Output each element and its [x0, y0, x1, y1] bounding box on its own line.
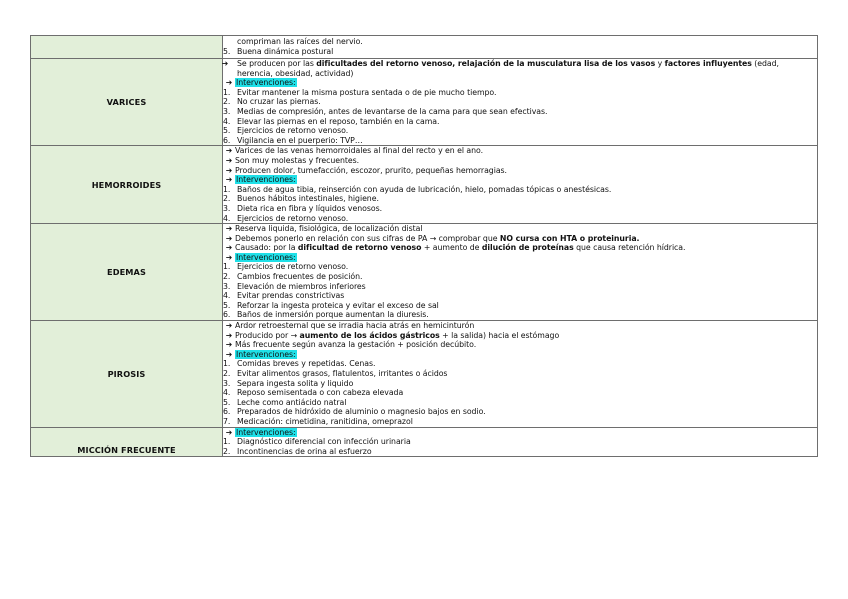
bullet-item: ➔ Debemos ponerlo en relación con sus cifras de PA → comprobar que NO cursa con HTA o proteinuria.	[223, 234, 817, 244]
arrow-right-icon: ➔	[225, 224, 233, 234]
list-item: 6. Preparados de hidróxido de aluminio o magnesio bajos en sodio.	[223, 407, 486, 417]
table-row-edemas	[31, 224, 818, 321]
text-line: compriman las raíces del nervio.	[237, 37, 363, 47]
list-item: 5. Buena dinámica postural	[223, 47, 334, 56]
table-row-pirosis	[31, 321, 818, 428]
bullet-item: ➔ Más frecuente según avanza la gestación + posición decúbito.	[223, 340, 817, 350]
arrow-right-icon: ➔	[225, 340, 233, 350]
list-item: 7. Medicación: cimetidina, ranitidina, omeprazol	[223, 416, 413, 426]
arrow-right-icon: ➔	[225, 146, 233, 156]
list-item: 1. Evitar mantener la misma postura sentada o de pie mucho tiempo.	[223, 87, 497, 97]
arrow-right-icon: ➔	[225, 427, 233, 437]
list-item: 5. Leche como antiácido natral	[223, 397, 347, 407]
list-item: 1. Comidas breves y repetidas. Cenas.	[223, 359, 376, 369]
interventions-heading: ➔ Intervenciones:	[223, 78, 817, 88]
list-item: 4. Ejercicios de retorno venoso.	[223, 213, 349, 223]
arrow-right-icon: ➔	[225, 330, 233, 340]
row-content-postural	[223, 36, 818, 59]
row-content-miccion	[223, 427, 818, 457]
list-item: 1. Baños de agua tibia, reinserción con ayuda de lubricación, hielo, pomadas tópicas o anestésicas.	[223, 184, 612, 194]
list-item: 2. Buenos hábitos intestinales, higiene.	[223, 194, 379, 204]
table-row-postural	[31, 36, 818, 59]
row-content-hemorroides	[223, 146, 818, 224]
row-content-varices	[223, 59, 818, 146]
list-item: 4. Elevar las piernas en el reposo, también en la cama.	[223, 116, 440, 126]
list-item: 3. Medias de compresión, antes de levantarse de la cama para que sean efectivas.	[223, 106, 548, 116]
arrow-right-icon: ➔	[225, 321, 233, 331]
interventions-heading: ➔ Intervenciones:	[223, 253, 817, 263]
list-item: 4. Reposo semisentada o con cabeza elevada	[223, 388, 404, 398]
arrow-right-icon: ➔	[225, 233, 233, 243]
bullet-item: ➔ Producen dolor, tumefacción, escozor, prurito, pequeñas hemorragias.	[223, 166, 817, 176]
row-content-pirosis	[223, 321, 818, 428]
list-item: 3. Elevación de miembros inferiores	[223, 281, 366, 291]
interventions-heading: ➔ Intervenciones:	[223, 350, 817, 360]
bullet-item: ➔ Reserva liquida, fisiológica, de localización distal	[223, 224, 817, 234]
list-item: 3. Separa ingesta solita y liquido	[223, 378, 354, 388]
arrow-right-icon: ➔	[225, 155, 233, 165]
list-item: 2. Evitar alimentos grasos, flatulentos, irritantes o ácidos	[223, 369, 448, 378]
content-table	[30, 35, 818, 457]
bullet-item: ➔ Varices de las venas hemorroidales al final del recto y en el ano.	[223, 146, 817, 156]
row-label: EDEMAS	[31, 224, 223, 321]
list-item: 2. Cambios frecuentes de posición.	[223, 272, 363, 282]
list-item: 5. Ejercicios de retorno venoso.	[223, 126, 349, 136]
list-item: 6. Baños de inmersión porque aumentan la diuresis.	[223, 310, 429, 320]
arrow-right-icon: ➔	[225, 349, 233, 359]
bullet-item: ➔ Causado: por la dificultad de retorno venoso + aumento de dilución de proteínas que causa retención hídrica.	[223, 243, 817, 253]
arrow-right-icon: ➔	[225, 165, 233, 175]
bullet-item: ➔ Son muy molestas y frecuentes.	[223, 156, 817, 166]
list-item: 5. Reforzar la ingesta proteica y evitar el exceso de sal	[223, 300, 439, 310]
list-item: 6. Vigilancia en el puerperio: TVP…	[223, 135, 363, 145]
arrow-right-icon: ➔	[221, 59, 229, 68]
table-row-hemorroides	[31, 146, 818, 224]
arrow-right-icon: ➔	[225, 252, 233, 262]
row-label: MICCIÓN FRECUENTE	[31, 427, 223, 457]
list-item: 2. No cruzar las piernas.	[223, 97, 321, 107]
table-row-miccion	[31, 427, 818, 457]
table-row-varices	[31, 59, 818, 146]
list-item: 3. Dieta rica en fibra y líquidos venosos.	[223, 203, 383, 213]
interventions-heading: ➔ Intervenciones:	[223, 175, 817, 185]
bullet-item: ➔ Ardor retroesternal que se irradia hacia atrás en hemicinturón	[223, 321, 817, 331]
list-item: 1. Ejercicios de retorno venoso.	[223, 262, 349, 272]
arrow-right-icon: ➔	[225, 78, 233, 88]
arrow-right-icon: ➔	[225, 243, 233, 253]
row-label: PIROSIS	[31, 321, 223, 428]
row-content-edemas	[223, 224, 818, 321]
list-item: 4. Evitar prendas constrictivas	[223, 291, 345, 301]
interventions-heading: ➔ Intervenciones:	[223, 428, 817, 438]
list-item: 1. Diagnóstico diferencial con infección urinaria	[223, 437, 411, 447]
row-label: VARICES	[31, 59, 223, 146]
row-label-empty	[31, 36, 223, 59]
list-item: 2. Incontinencias de orina al esfuerzo	[223, 446, 372, 456]
bullet-item: ➔ Producido por → aumento de los ácidos gástricos + la salida) hacia el estómago	[223, 331, 817, 341]
arrow-right-icon: ➔	[225, 175, 233, 185]
bullet-item: ➔ Se producen por las dificultades del retorno venoso, relajación de la musculatura lisa de los vasos y factores influyentes (edad, herencia, obesidad, actividad)	[221, 59, 779, 78]
row-label: HEMORROIDES	[31, 146, 223, 224]
